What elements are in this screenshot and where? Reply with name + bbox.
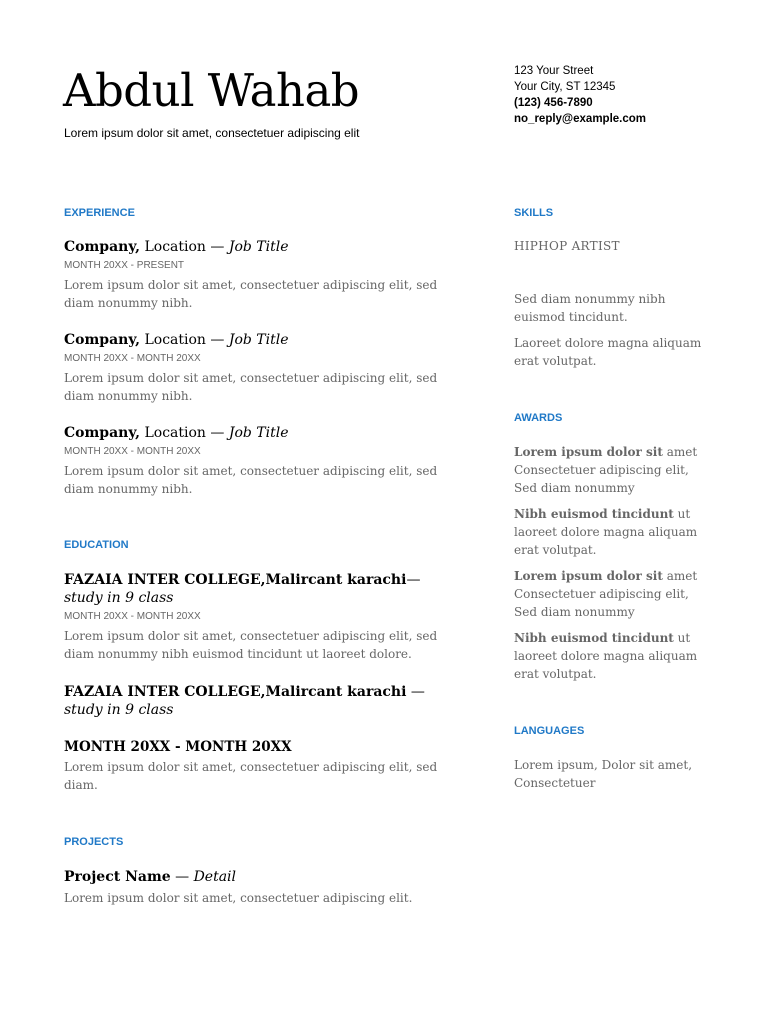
contact-email: no_reply@example.com [514,113,647,125]
education-description: Lorem ipsum dolor sit amet, consectetuer adipiscing elit, sed diam nonummy nibh euismod tincidunt ut laoreet dolore. [64,629,438,661]
experience-description: Lorem ipsum dolor sit amet, consectetuer adipiscing elit, sed diam nonummy nibh. [64,371,438,403]
project-entry-header [64,868,454,886]
project-detail: Detail [193,869,237,885]
award-title: Nibh euismod tincidunt [514,631,674,645]
school-name: FAZAIA INTER COLLEGE,Malircant karachi [64,572,407,588]
award-item [514,505,704,559]
education-dates: MONTH 20XX - MONTH 20XX [64,611,201,622]
contact-street: 123 Your Street [514,65,594,77]
award-item [514,443,704,497]
job-title: Job Title [228,239,289,255]
projects-heading: PROJECTS [64,836,124,848]
skills-title: HIPHOP ARTIST [514,239,620,253]
resume-name: Abdul Wahab [63,64,360,117]
skill-item: Sed diam nonummy nibh euismod tincidunt. [514,292,666,324]
experience-entry [64,331,454,405]
award-item [514,629,704,683]
skill-item: Laoreet dolore magna aliquam erat volutpat. [514,336,702,368]
resume-tagline: Lorem ipsum dolor sit amet, consectetuer adipiscing elit [64,126,360,140]
contact-city: Your City, ST 12345 [514,81,616,93]
experience-entry-header [64,238,454,256]
experience-entry [64,238,454,312]
experience-entry [64,424,454,498]
education-separator: — [406,684,425,700]
project-entry [64,868,454,907]
education-dates: MONTH 20XX - MONTH 20XX [64,739,292,755]
award-text: ut laoreet dolore magna aliquam erat volutpat. [514,507,698,557]
awards-heading: AWARDS [514,412,563,424]
education-entry-header [64,571,454,607]
award-text: ut laoreet dolore magna aliquam erat volutpat. [514,631,698,681]
experience-entry-header [64,424,454,442]
company-location: Location — [140,239,229,255]
education-description: Lorem ipsum dolor sit amet, consectetuer adipiscing elit, sed diam. [64,760,438,792]
job-title: Job Title [228,332,289,348]
award-title: Lorem ipsum dolor sit [514,445,663,459]
experience-description: Lorem ipsum dolor sit amet, consectetuer adipiscing elit, sed diam nonummy nibh. [64,278,438,310]
award-title: Lorem ipsum dolor sit [514,569,663,583]
main-column [64,205,454,907]
award-text: amet Consectetuer adipiscing elit, Sed diam nonummy [514,569,698,619]
project-description: Lorem ipsum dolor sit amet, consectetuer adipiscing elit. [64,891,413,905]
award-text: amet Consectetuer adipiscing elit, Sed diam nonummy [514,445,698,495]
education-entry [64,571,454,663]
education-separator: — [406,572,421,588]
experience-description: Lorem ipsum dolor sit amet, consectetuer adipiscing elit, sed diam nonummy nibh. [64,464,438,496]
education-entry-header [64,683,454,719]
school-name: FAZAIA INTER COLLEGE,Malircant karachi [64,684,407,700]
contact-phone: (123) 456-7890 [514,97,593,109]
languages-text: Lorem ipsum, Dolor sit amet, Consectetuer [514,758,693,790]
company-name: Company, [64,239,141,255]
skills-heading: SKILLS [514,207,554,219]
education-detail: study in 9 class [64,590,174,606]
experience-dates: MONTH 20XX - MONTH 20XX [64,446,201,457]
experience-dates: MONTH 20XX - MONTH 20XX [64,353,201,364]
education-heading: EDUCATION [64,539,129,551]
contact-block [514,63,646,127]
award-title: Nibh euismod tincidunt [514,507,674,521]
education-detail: study in 9 class [64,702,174,718]
job-title: Job Title [228,425,289,441]
project-name: Project Name [64,869,171,885]
experience-heading: EXPERIENCE [64,207,135,219]
company-name: Company, [64,425,141,441]
education-entry [64,683,454,794]
experience-entry-header [64,331,454,349]
languages-heading: LANGUAGES [514,725,585,737]
award-item [514,567,704,621]
company-name: Company, [64,332,141,348]
project-separator: — [170,869,194,885]
experience-dates: MONTH 20XX - PRESENT [64,260,185,271]
company-location: Location — [140,332,229,348]
side-column [514,205,704,792]
company-location: Location — [140,425,229,441]
